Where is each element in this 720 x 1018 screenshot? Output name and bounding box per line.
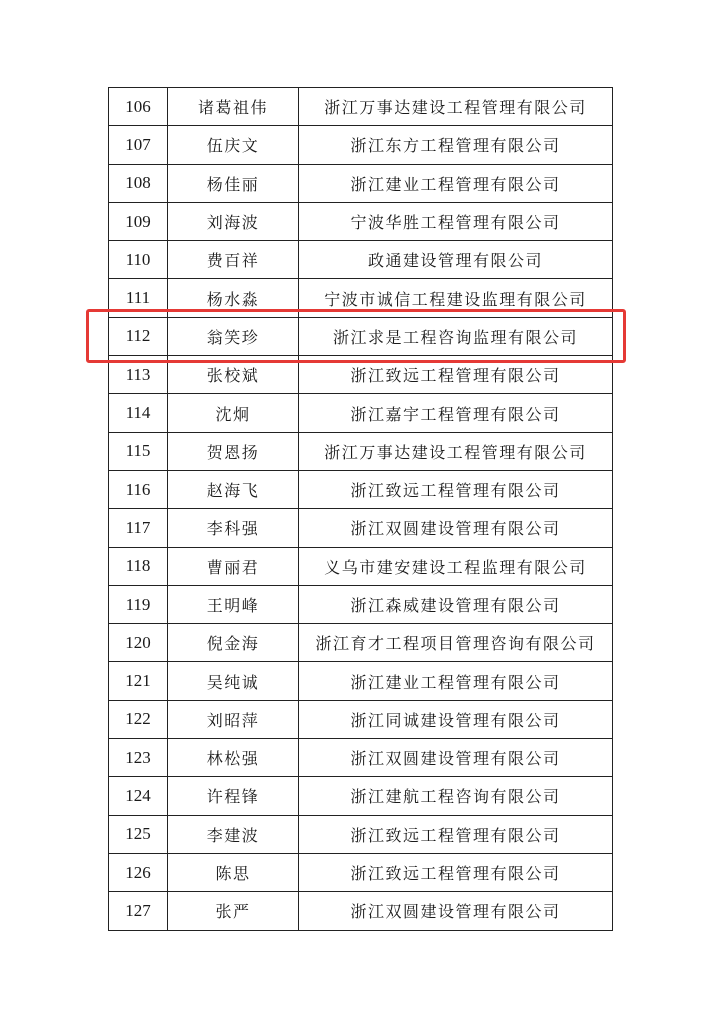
person-name-cell: 赵海飞	[168, 470, 299, 508]
row-number-cell: 123	[109, 739, 168, 777]
row-number-cell: 127	[109, 892, 168, 930]
company-name-cell: 浙江建航工程咨询有限公司	[299, 777, 613, 815]
company-name-cell: 浙江万事达建设工程管理有限公司	[299, 432, 613, 470]
table-row	[109, 126, 613, 164]
person-name-cell: 刘昭萍	[168, 700, 299, 738]
company-name-cell: 浙江建业工程管理有限公司	[299, 164, 613, 202]
company-name-cell: 浙江双圆建设管理有限公司	[299, 509, 613, 547]
table-row	[109, 279, 613, 317]
row-number-cell: 110	[109, 241, 168, 279]
table-row	[109, 662, 613, 700]
company-name-cell: 浙江致远工程管理有限公司	[299, 356, 613, 394]
row-number-cell: 124	[109, 777, 168, 815]
person-name-cell: 王明峰	[168, 585, 299, 623]
person-name-cell: 刘海波	[168, 202, 299, 240]
company-name-cell: 宁波华胜工程管理有限公司	[299, 202, 613, 240]
person-name-cell: 吴纯诚	[168, 662, 299, 700]
person-name-cell: 沈炯	[168, 394, 299, 432]
person-name-cell: 伍庆文	[168, 126, 299, 164]
person-name-cell: 杨佳丽	[168, 164, 299, 202]
person-name-cell: 倪金海	[168, 624, 299, 662]
company-name-cell: 浙江万事达建设工程管理有限公司	[299, 88, 613, 126]
row-number-cell: 107	[109, 126, 168, 164]
person-name-cell: 杨水淼	[168, 279, 299, 317]
highlighted-table-row	[109, 317, 613, 355]
row-number-cell: 106	[109, 88, 168, 126]
roster-table-body	[109, 88, 613, 931]
person-name-cell: 李科强	[168, 509, 299, 547]
person-name-cell: 李建波	[168, 815, 299, 853]
person-name-cell: 诸葛祖伟	[168, 88, 299, 126]
row-number-cell: 119	[109, 585, 168, 623]
company-name-cell: 浙江东方工程管理有限公司	[299, 126, 613, 164]
table-row	[109, 815, 613, 853]
table-row	[109, 202, 613, 240]
table-row	[109, 394, 613, 432]
row-number-cell: 115	[109, 432, 168, 470]
table-row	[109, 241, 613, 279]
company-name-cell: 浙江致远工程管理有限公司	[299, 815, 613, 853]
company-name-cell: 浙江致远工程管理有限公司	[299, 470, 613, 508]
company-name-cell: 浙江建业工程管理有限公司	[299, 662, 613, 700]
table-row	[109, 432, 613, 470]
company-name-cell: 浙江致远工程管理有限公司	[299, 853, 613, 891]
company-name-cell: 浙江森威建设管理有限公司	[299, 585, 613, 623]
person-name-cell: 林松强	[168, 739, 299, 777]
table-row	[109, 509, 613, 547]
person-name-cell: 翁笑珍	[168, 317, 299, 355]
table-row	[109, 739, 613, 777]
row-number-cell: 122	[109, 700, 168, 738]
row-number-cell: 116	[109, 470, 168, 508]
table-row	[109, 585, 613, 623]
table-row	[109, 356, 613, 394]
row-number-cell: 111	[109, 279, 168, 317]
row-number-cell: 112	[109, 317, 168, 355]
company-name-cell: 义乌市建安建设工程监理有限公司	[299, 547, 613, 585]
row-number-cell: 114	[109, 394, 168, 432]
company-name-cell: 宁波市诚信工程建设监理有限公司	[299, 279, 613, 317]
company-name-cell: 浙江嘉宇工程管理有限公司	[299, 394, 613, 432]
row-number-cell: 117	[109, 509, 168, 547]
table-row	[109, 88, 613, 126]
company-name-cell: 浙江同诚建设管理有限公司	[299, 700, 613, 738]
row-number-cell: 126	[109, 853, 168, 891]
roster-table	[108, 87, 613, 931]
table-row	[109, 853, 613, 891]
table-row	[109, 700, 613, 738]
person-name-cell: 贺恩扬	[168, 432, 299, 470]
table-row	[109, 777, 613, 815]
row-number-cell: 118	[109, 547, 168, 585]
person-name-cell: 陈思	[168, 853, 299, 891]
table-row	[109, 470, 613, 508]
row-number-cell: 121	[109, 662, 168, 700]
company-name-cell: 浙江求是工程咨询监理有限公司	[299, 317, 613, 355]
table-row	[109, 892, 613, 930]
table-row	[109, 547, 613, 585]
person-name-cell: 费百祥	[168, 241, 299, 279]
row-number-cell: 125	[109, 815, 168, 853]
company-name-cell: 浙江双圆建设管理有限公司	[299, 739, 613, 777]
person-name-cell: 许程锋	[168, 777, 299, 815]
row-number-cell: 120	[109, 624, 168, 662]
company-name-cell: 浙江双圆建设管理有限公司	[299, 892, 613, 930]
company-name-cell: 政通建设管理有限公司	[299, 241, 613, 279]
table-row	[109, 624, 613, 662]
company-name-cell: 浙江育才工程项目管理咨询有限公司	[299, 624, 613, 662]
row-number-cell: 108	[109, 164, 168, 202]
row-number-cell: 109	[109, 202, 168, 240]
person-name-cell: 曹丽君	[168, 547, 299, 585]
row-number-cell: 113	[109, 356, 168, 394]
person-name-cell: 张校斌	[168, 356, 299, 394]
table-row	[109, 164, 613, 202]
person-name-cell: 张严	[168, 892, 299, 930]
